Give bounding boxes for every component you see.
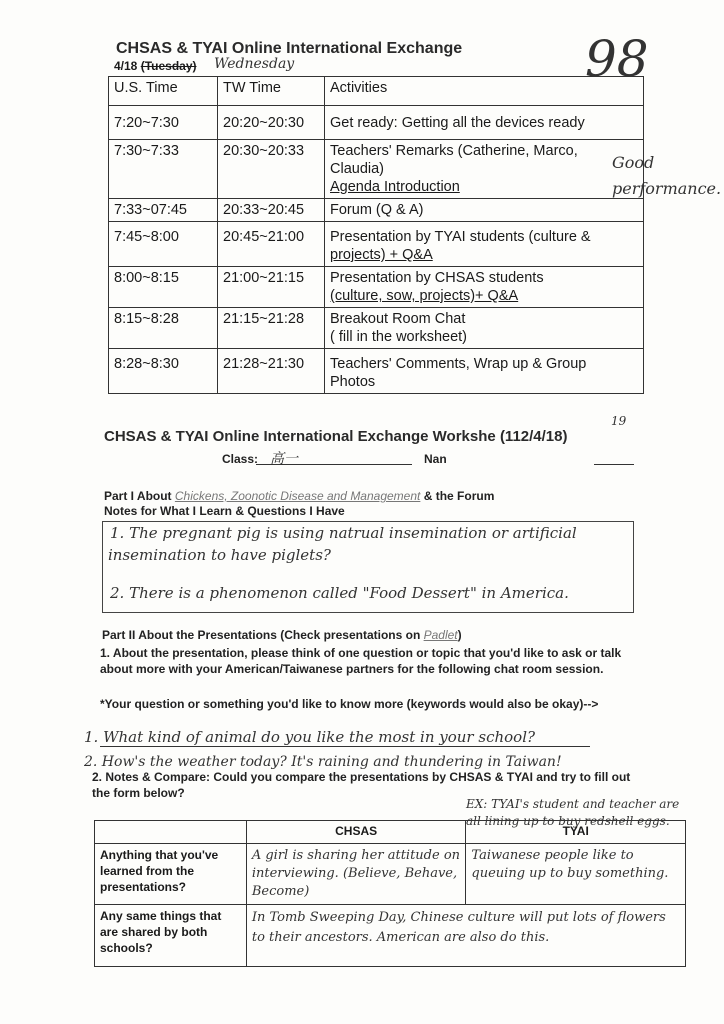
part2-heading-text: Part II About the Presentations (Check presentations on	[102, 628, 424, 642]
schedule-row	[109, 199, 644, 222]
tw-time: 21:28~21:30	[218, 349, 325, 394]
score-mark: 98	[585, 30, 649, 88]
activity-line: Teachers' Remarks (Catherine, Marco,	[330, 143, 578, 159]
activity-line: projects) + Q&A	[330, 247, 433, 263]
compare-table	[94, 820, 686, 967]
schedule-row	[109, 106, 644, 140]
activity	[325, 140, 644, 199]
tyai-answer: Taiwanese people like to queuing up to buy something.	[466, 844, 686, 905]
shared-answer: In Tomb Sweeping Day, Chinese culture will put lots of flowers to their ancestors. American are also do this.	[246, 905, 685, 967]
date-line	[114, 59, 197, 73]
schedule-row	[109, 349, 644, 394]
note-line: 1. The pregnant pig is using natrual insemination or artificial	[110, 524, 577, 542]
schedule-table	[108, 76, 644, 394]
us-time: 7:20~7:30	[109, 106, 218, 140]
activity	[325, 199, 644, 222]
date-correction: 19	[611, 414, 627, 428]
worksheet-title	[104, 428, 568, 445]
part2-question-1: 1. About the presentation, please think of one question or topic that you'd like to ask or talk about more with your American/Taiwanese partners for the following chat room session.	[100, 646, 622, 676]
class-label: Class:	[222, 452, 259, 466]
compare-row	[95, 905, 686, 967]
tw-time: 20:30~20:33	[218, 140, 325, 199]
compare-header-row	[95, 821, 686, 844]
us-time: 8:00~8:15	[109, 267, 218, 308]
schedule-date: 4/18	[114, 59, 138, 73]
compare-row	[95, 844, 686, 905]
activity	[325, 222, 644, 267]
us-time: 7:30~7:33	[109, 140, 218, 199]
activity-line: Forum (Q & A)	[330, 202, 424, 218]
margin-note: Good performance.	[612, 153, 722, 198]
tw-time: 20:45~21:00	[218, 222, 325, 267]
answer-underline	[100, 746, 590, 747]
name-line	[594, 464, 634, 465]
part1-suffix: & the Forum	[420, 489, 495, 503]
activity-line: Presentation by TYAI students (culture &	[330, 229, 591, 245]
answer-line: 2. How's the weather today? It's raining and thundering in Taiwan!	[84, 754, 562, 770]
activity-line: Breakout Room Chat	[330, 311, 466, 327]
activity	[325, 349, 644, 394]
compare-header-chsas: CHSAS	[246, 821, 466, 844]
schedule-row	[109, 222, 644, 267]
schedule-row	[109, 267, 644, 308]
schedule-row	[109, 140, 644, 199]
header-activities: Activities	[325, 77, 644, 106]
note-line: insemination to have piglets?	[108, 546, 331, 564]
worksheet-date: (112/4/18)	[499, 428, 568, 445]
activity-line: Claudia)	[330, 161, 384, 177]
part1-subheading: Notes for What I Learn & Questions I Have	[104, 504, 345, 518]
activity-line: Teachers' Comments, Wrap up & Group	[330, 356, 587, 372]
tw-time: 20:33~20:45	[218, 199, 325, 222]
part2-heading	[102, 628, 462, 642]
activity	[325, 308, 644, 349]
worksheet-title-text: CHSAS & TYAI Online International Exchange Workshe	[104, 428, 496, 445]
activity-line: Agenda Introduction	[330, 179, 460, 195]
tw-time: 21:00~21:15	[218, 267, 325, 308]
example-note: EX: TYAI's student and teacher are all lining up to buy redshell eggs.	[466, 797, 680, 828]
schedule-row	[109, 308, 644, 349]
schedule-header-row	[109, 77, 644, 106]
activity-line: Photos	[330, 374, 376, 390]
header-us-time: U.S. Time	[109, 77, 218, 106]
compare-header-tyai: TYAI	[466, 821, 686, 844]
chsas-answer: A girl is sharing her attitude on interviewing. (Believe, Behave, Become)	[246, 844, 466, 905]
compare-question: Anything that you've learned from the presentations?	[95, 844, 247, 905]
us-time: 7:45~8:00	[109, 222, 218, 267]
padlet-link[interactable]: Padlet	[423, 628, 458, 642]
part2-question-2: 2. Notes & Compare: Could you compare the presentations by CHSAS & TYAI and try to fill out the form below?	[92, 770, 631, 800]
compare-question: Any same things that are shared by both schools?	[95, 905, 247, 967]
part2-heading-end: )	[457, 628, 462, 642]
header-tw-time: TW Time	[218, 77, 325, 106]
class-value: 高一	[270, 451, 298, 467]
part1-topic: Chickens, Zoonotic Disease and Management	[174, 489, 421, 503]
part1-prefix: Part I About	[104, 489, 175, 503]
name-label: Nan	[424, 452, 447, 466]
printed-day: (Tuesday)	[140, 59, 197, 73]
compare-header-blank	[95, 821, 247, 844]
tw-time: 20:20~20:30	[218, 106, 325, 140]
tw-time: 21:15~21:28	[218, 308, 325, 349]
us-time: 7:33~07:45	[109, 199, 218, 222]
activity-line: ( fill in the worksheet)	[330, 329, 467, 345]
activity-line: Get ready: Getting all the devices ready	[330, 115, 585, 131]
activity	[325, 267, 644, 308]
us-time: 8:15~8:28	[109, 308, 218, 349]
answer-line: 1. What kind of animal do you like the most in your school?	[84, 728, 536, 746]
note-line: 2. There is a phenomenon called "Food Dessert" in America.	[110, 584, 569, 602]
activity-line: (culture, sow, projects)+ Q&A	[330, 288, 519, 304]
part1-heading	[104, 489, 494, 503]
handwritten-day: Wednesday	[214, 56, 295, 72]
activity	[325, 106, 644, 140]
us-time: 8:28~8:30	[109, 349, 218, 394]
schedule-title: CHSAS & TYAI Online International Exchange	[116, 40, 463, 57]
activity-line: Presentation by CHSAS students	[330, 270, 544, 286]
part2-prompt: *Your question or something you'd like to know more (keywords would also be okay)-->	[100, 697, 599, 711]
